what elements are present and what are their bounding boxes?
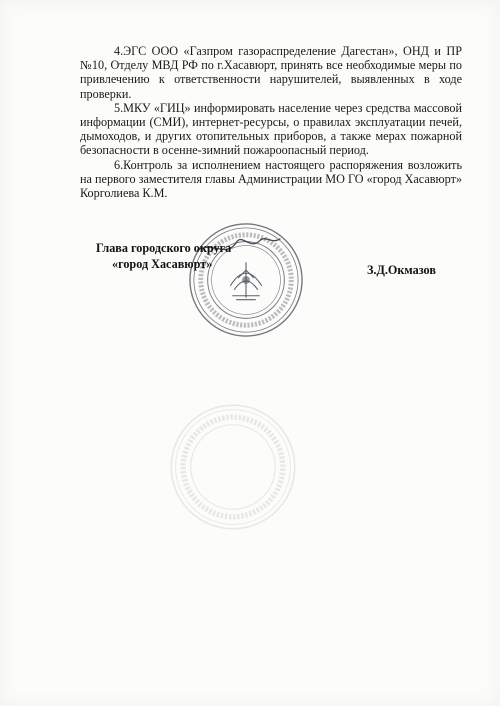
- official-seal-icon: [187, 221, 305, 339]
- paragraph-item-6: 6.Контроль за исполнением настоящего распоряжения возложить на первого заместителя главы Администрации МО ГО «город Хасавюрт» Корголиева К.М.: [80, 157, 462, 201]
- signature-title-line2: «город Хасавюрт»: [112, 257, 213, 271]
- document-body: [80, 44, 462, 200]
- signatory-name: З.Д.Окмазов: [367, 263, 436, 277]
- paragraph-item-5: 5.МКУ «ГИЦ» информировать население через средства массовой информации (СМИ), интернет-ресурсы, о правилах эксплуатации печей, дымоходов, и других отопительных приборов, а также мерах пожарной безопасности в осенне-зимний пожароопасный период.: [80, 100, 462, 158]
- paragraph-item-4: 4.ЭГС ООО «Газпром газораспределение Дагестан», ОНД и ПР №10, Отделу МВД РФ по г.Хасавюрт, принять все необходимые меры по привлечению к ответственности нарушителей, выявленных в ходе проверки.: [80, 44, 462, 101]
- signature-title-line1: Глава городского округа: [96, 241, 232, 255]
- seal-bleedthrough-icon: [168, 402, 298, 532]
